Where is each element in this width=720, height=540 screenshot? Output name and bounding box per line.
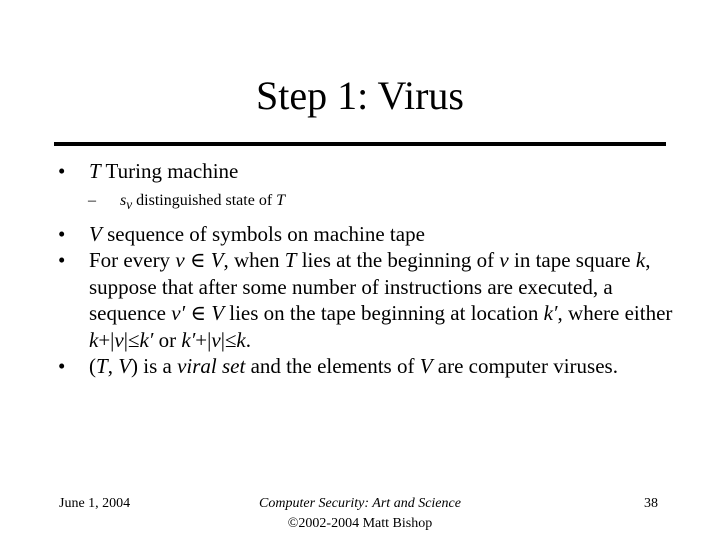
text-segment: v <box>126 196 133 212</box>
bullet-text <box>89 222 425 246</box>
text-segment: V <box>419 354 433 379</box>
bullet-text <box>89 248 672 352</box>
text-segment: ∈ <box>184 248 211 273</box>
footer-course-title: Computer Security: Art and Science <box>259 496 461 511</box>
text-segment: |≤ <box>220 327 237 352</box>
text-segment: k′ <box>139 327 154 352</box>
text-segment: v′ <box>171 301 186 326</box>
bullet-item <box>58 353 678 380</box>
text-segment: s <box>120 191 127 209</box>
bullet-text <box>89 159 238 183</box>
text-segment: Turing machine <box>100 159 239 183</box>
text-segment: ( <box>89 354 96 379</box>
footer-copyright: ©2002-2004 Matt Bishop <box>287 516 433 531</box>
text-segment: or <box>153 327 182 352</box>
text-segment: +| <box>195 327 212 352</box>
text-segment: For every <box>89 248 176 273</box>
bullet-list <box>58 158 678 380</box>
text-segment: viral set <box>177 354 246 379</box>
text-segment: T <box>284 248 297 273</box>
bullet-item <box>58 221 678 248</box>
text-segment: are computer viruses. <box>432 354 618 379</box>
text-segment: V <box>211 301 225 326</box>
text-segment: |≤ <box>123 327 140 352</box>
text-segment: sequence of symbols on machine tape <box>101 221 425 246</box>
footer-course <box>200 494 520 534</box>
text-segment: , suppose that after some number of instructions are executed, a sequence <box>89 248 651 326</box>
footer-date: June 1, 2004 <box>59 496 131 511</box>
text-segment: v <box>211 327 221 352</box>
bullet-marker: • <box>58 159 66 183</box>
text-segment: +| <box>98 327 115 352</box>
text-segment: lies at the beginning of <box>296 248 500 273</box>
text-segment: k <box>236 327 246 352</box>
text-segment: ) is a <box>131 354 178 379</box>
text-segment: . <box>245 327 251 352</box>
text-segment: k′ <box>543 301 558 326</box>
text-segment: in tape square <box>508 248 636 273</box>
text-segment: k <box>89 327 99 352</box>
text-segment: k <box>635 248 646 273</box>
bullet-item <box>58 158 678 185</box>
slide-title: Step 1: Virus <box>256 73 464 118</box>
text-segment: V <box>89 221 102 246</box>
sub-bullet-marker: – <box>88 191 96 209</box>
footer-page-number: 38 <box>644 496 658 511</box>
text-segment: T <box>89 159 101 183</box>
bullet-marker: • <box>58 354 66 379</box>
text-segment: and the elements of <box>245 354 420 379</box>
text-segment: , <box>107 354 119 379</box>
text-segment: ∈ <box>185 301 212 326</box>
text-segment: v <box>499 248 509 273</box>
text-segment: V <box>210 248 224 273</box>
sub-bullet-text <box>120 191 286 212</box>
text-segment: T <box>276 191 286 209</box>
text-segment: v <box>175 248 185 273</box>
text-segment: v <box>114 327 124 352</box>
bullet-marker: • <box>58 248 66 273</box>
text-segment: distinguished state of <box>132 191 277 209</box>
text-segment: , where either <box>557 301 673 326</box>
text-segment: V <box>118 354 132 379</box>
bullet-item <box>58 247 678 353</box>
text-segment: T <box>96 354 108 379</box>
text-segment: k′ <box>181 327 196 352</box>
bullet-text <box>89 354 618 378</box>
sub-bullet-item <box>58 191 678 215</box>
text-segment: , when <box>223 248 285 273</box>
bullet-marker: • <box>58 221 66 246</box>
text-segment: lies on the tape beginning at location <box>224 301 544 326</box>
title-underline-rule <box>54 142 666 146</box>
